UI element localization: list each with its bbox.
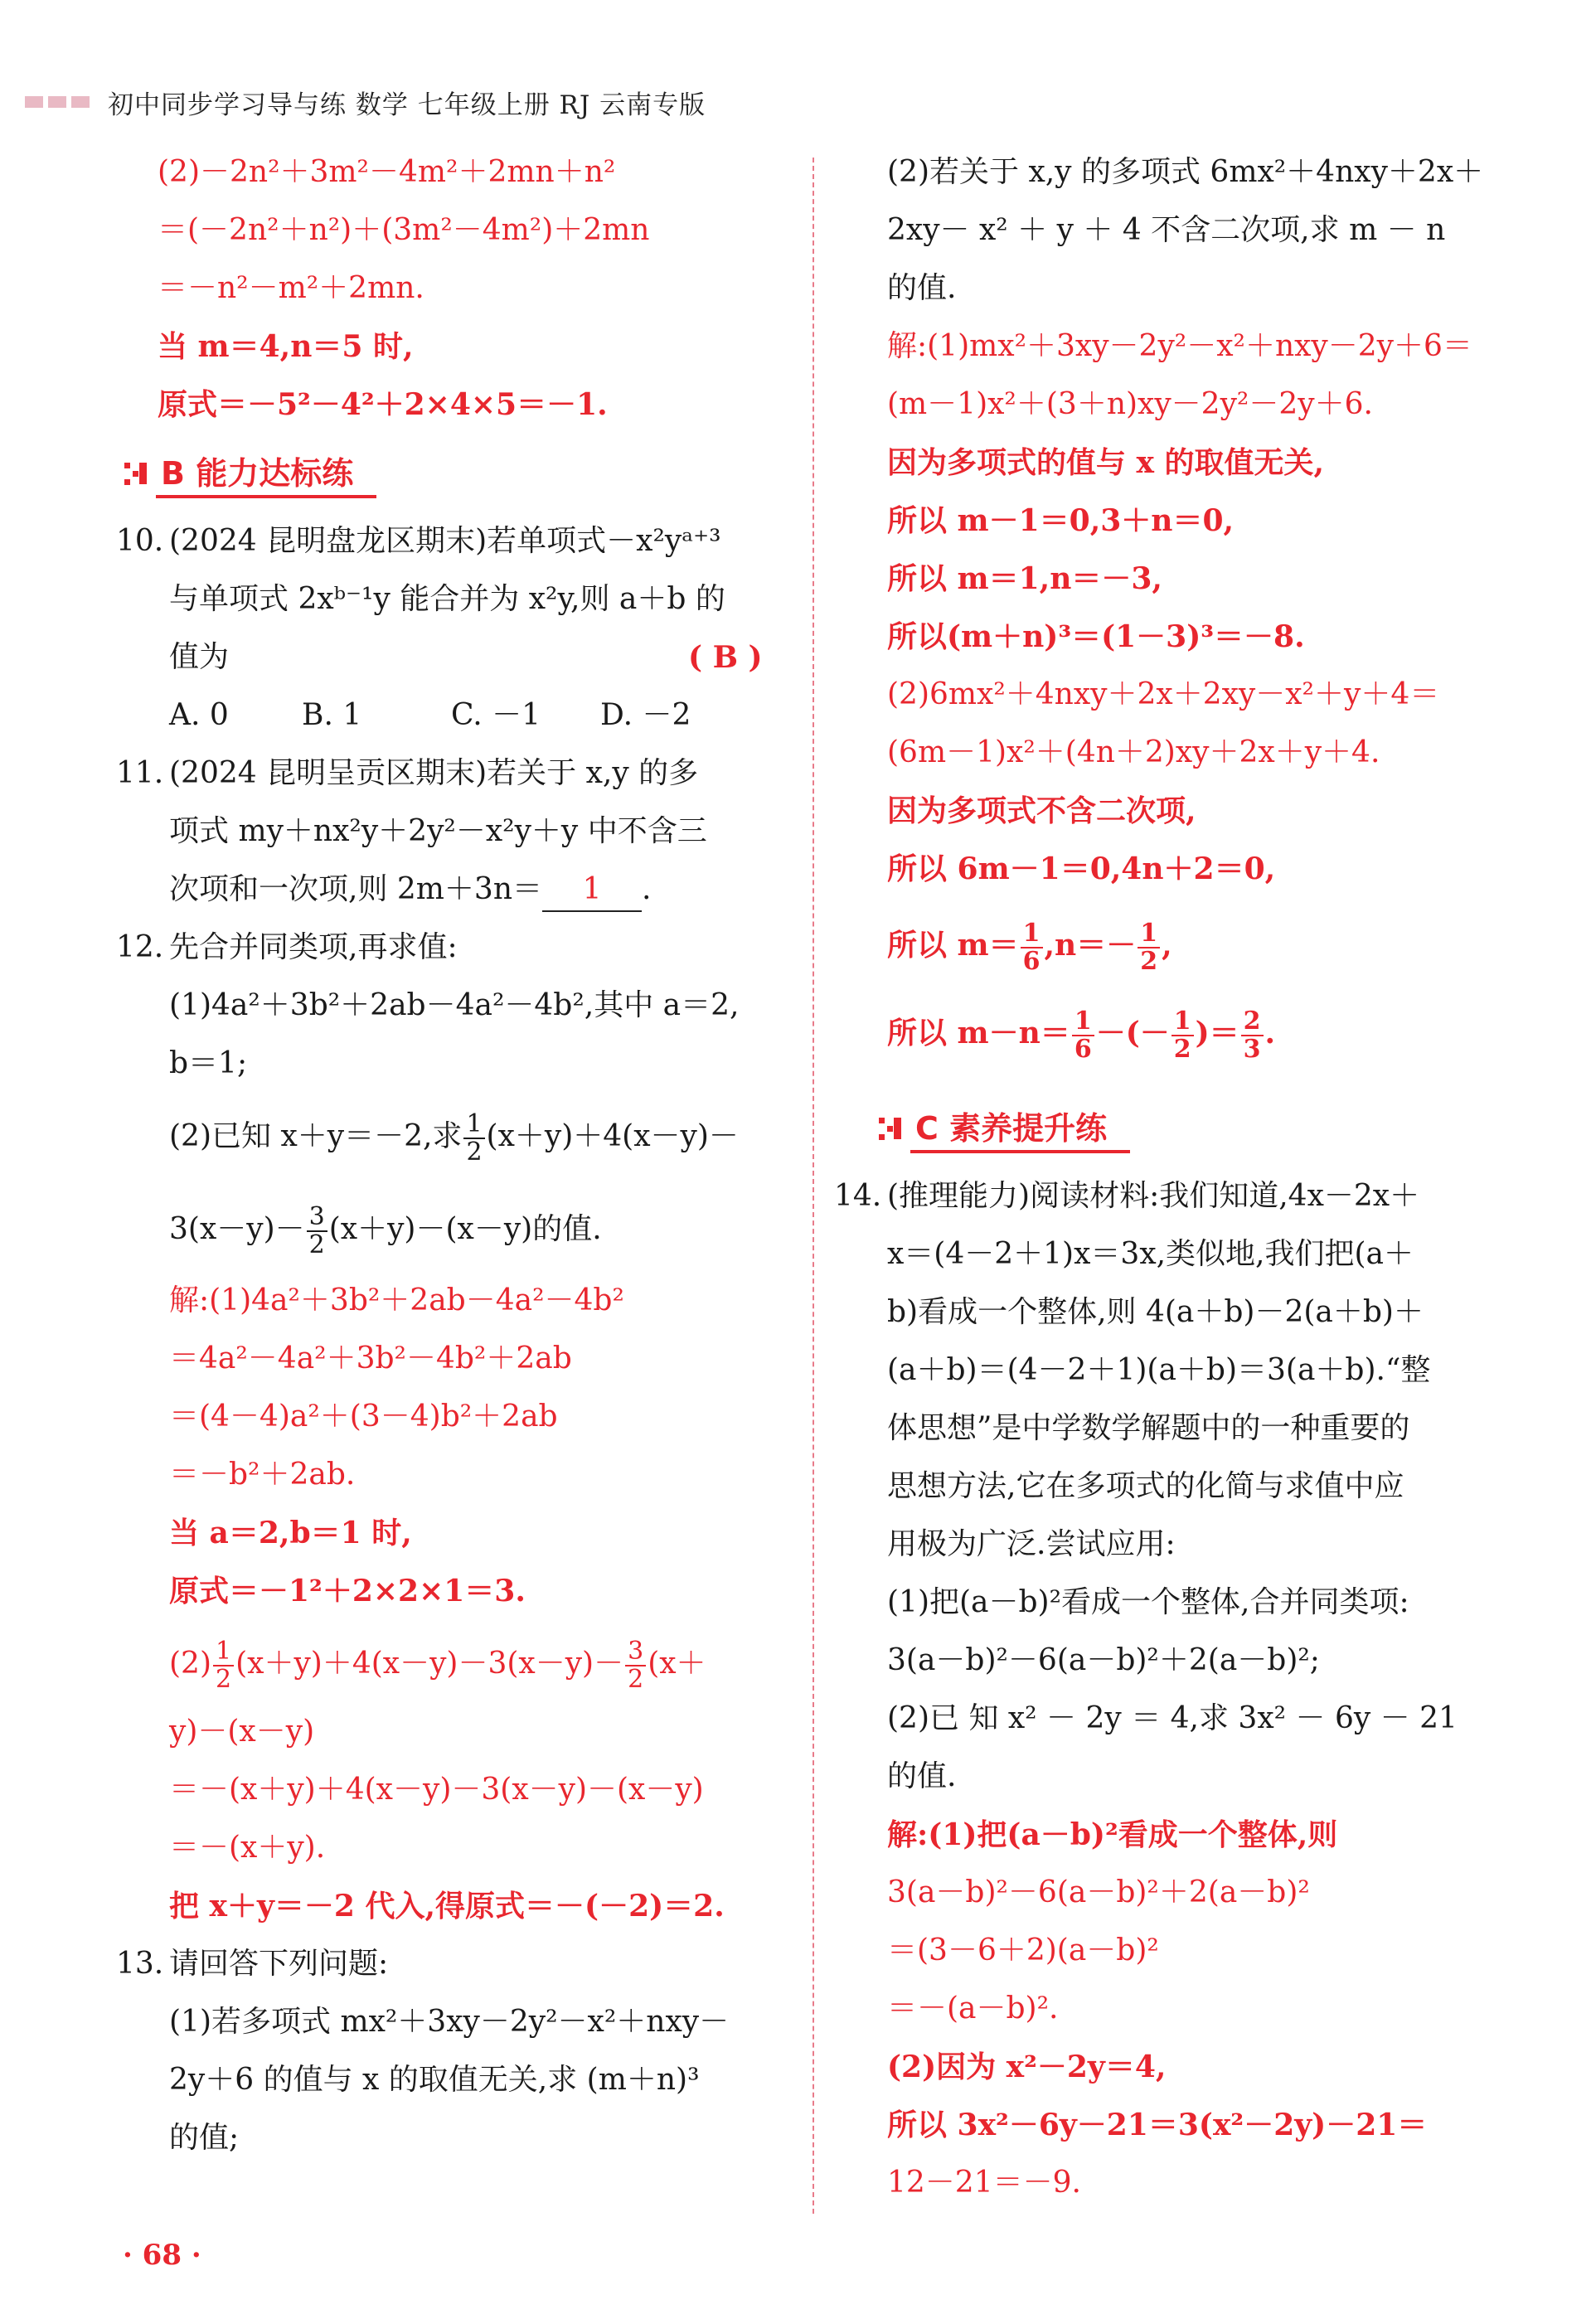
question-line [169, 1111, 739, 1166]
option: C. －1 [451, 698, 541, 732]
solution-text: (2) [169, 1647, 211, 1681]
solution-line: ＝(4－4)a²＋(3－4)b²＋2ab [169, 1400, 558, 1434]
question-text: (2)已知 x＋y＝－2,求 [169, 1119, 463, 1153]
page-number: · 68 · [123, 2239, 201, 2272]
header-decoration [25, 96, 90, 108]
fraction [1021, 920, 1043, 975]
question-line: 请回答下列问题: [169, 1947, 389, 1981]
question-line: b＝1; [169, 1046, 248, 1080]
solution-line: ＝(3－6＋2)(a－b)² [887, 1933, 1159, 1967]
section-label: B 能力达标练 [156, 448, 376, 498]
question-line: 2xy－ x² ＋ y ＋ 4 不含二次项,求 m － n [887, 213, 1446, 247]
question-line: (2024 昆明呈贡区期末)若关于 x,y 的多 [169, 756, 699, 790]
solution-text: (x＋ [648, 1647, 706, 1681]
question-line: 与单项式 2xᵇ⁻¹y 能合并为 x²y,则 a＋b 的 [169, 582, 725, 616]
solution-line: 12－21＝－9. [887, 2166, 1081, 2200]
question-line: (2024 昆明盘龙区期末)若单项式－x²yᵃ⁺³ [169, 524, 721, 558]
question-line: 思想方法,它在多项式的化简与求值中应 [887, 1469, 1404, 1503]
section-bullet-icon [124, 459, 148, 488]
numerator: 3 [625, 1638, 646, 1666]
question-number: 11. [116, 756, 164, 790]
solution-line [169, 1638, 706, 1693]
solution-line: ＝－n²－m²＋2mn. [158, 271, 424, 305]
solution-line: 所以 6m－1＝0,4n＋2＝0, [887, 851, 1276, 886]
solution-line: ＝－(x＋y)＋4(x－y)－3(x－y)－(x－y) [169, 1773, 704, 1807]
question-line: (1)若多项式 mx²＋3xy－2y²－x²＋nxy－ [169, 2005, 730, 2039]
denominator: 2 [628, 1665, 644, 1694]
solution-line: 所以 m＝1,n＝－3, [887, 561, 1162, 596]
numerator: 1 [1072, 1008, 1094, 1036]
solution-line: 所以 3x²－6y－21＝3(x²－2y)－21＝ [887, 2108, 1428, 2142]
fraction [1172, 1008, 1194, 1063]
solution-line: (m－1)x²＋(3＋n)xy－2y²－2y＋6. [887, 387, 1373, 421]
solution-text: 所以 m－n＝ [887, 1016, 1070, 1050]
section-heading-c [879, 1103, 1130, 1153]
denominator: 2 [216, 1665, 232, 1694]
question-line: 项式 my＋nx²y＋2y²－x²y＋y 中不含三 [169, 814, 707, 848]
fraction [1138, 920, 1160, 975]
solution-text: (x＋y)＋4(x－y)－3(x－y)－ [235, 1647, 624, 1681]
solution-line: 把 x＋y＝－2 代入,得原式＝－(－2)＝2. [169, 1889, 725, 1924]
solution-text: ,n＝－ [1044, 928, 1137, 963]
section-bullet-icon [879, 1114, 902, 1143]
question-line: 2y＋6 的值与 x 的取值无关,求 (m＋n)³ [169, 2063, 700, 2097]
denominator: 2 [308, 1230, 325, 1259]
question-line: (2)已 知 x² － 2y ＝ 4,求 3x² － 6y － 21 [887, 1701, 1458, 1735]
solution-line: 所以(m＋n)³＝(1－3)³＝－8. [887, 619, 1305, 654]
question-line: 3(a－b)²－6(a－b)²＋2(a－b)²; [887, 1643, 1320, 1677]
solution-line: 解:(1)4a²＋3b²＋2ab－4a²－4b² [169, 1283, 624, 1317]
question-line: 体思想”是中学数学解题中的一种重要的 [887, 1411, 1410, 1445]
question-line: (1)把(a－b)²看成一个整体,合并同类项: [887, 1585, 1409, 1619]
solution-line: 当 a＝2,b＝1 时, [169, 1516, 412, 1550]
option: A. 0 [169, 698, 229, 732]
denominator: 2 [1173, 1035, 1191, 1064]
fraction [625, 1638, 646, 1693]
question-line [169, 1204, 602, 1259]
solution-line: 解:(1)mx²＋3xy－2y²－x²＋nxy－2y＋6＝ [887, 329, 1472, 363]
solution-line: (2)6mx²＋4nxy＋2x＋2xy－x²＋y＋4＝ [887, 677, 1440, 711]
question-line: 的值. [887, 271, 957, 305]
option: B. 1 [302, 698, 362, 732]
solution-line: (6m－1)x²＋(4n＋2)xy＋2x＋y＋4. [887, 735, 1380, 769]
question-line: (a＋b)＝(4－2＋1)(a＋b)＝3(a＋b).“整 [887, 1353, 1431, 1387]
denominator: 3 [1243, 1035, 1261, 1064]
question-line: 的值; [169, 2121, 240, 2155]
solution-line: 所以 m－1＝0,3＋n＝0, [887, 503, 1235, 538]
solution-line: 原式＝－5²－4²＋2×4×5＝－1. [158, 387, 608, 422]
solution-line: (2)因为 x²－2y＝4, [887, 2050, 1167, 2084]
question-number: 14. [834, 1179, 882, 1213]
numerator: 1 [463, 1111, 484, 1139]
question-number: 10. [116, 524, 164, 558]
column-divider [813, 158, 814, 2214]
question-line: b)看成一个整体,则 4(a＋b)－2(a＋b)＋ [887, 1295, 1424, 1329]
question-text: 3(x－y)－ [169, 1212, 305, 1246]
fraction [1072, 1008, 1094, 1063]
solution-line: (2)－2n²＋3m²－4m²＋2mn＋n² [158, 155, 616, 189]
question-text: 次项和一次项,则 2m＋3n＝ [169, 872, 543, 906]
question-line: 用极为广泛.尝试应用: [887, 1527, 1176, 1561]
question-line [169, 869, 651, 912]
denominator: 6 [1074, 1035, 1092, 1064]
question-number: 13. [116, 1947, 164, 1981]
solution-text: －(－ [1095, 1016, 1170, 1050]
option: D. －2 [600, 698, 691, 732]
numerator: 3 [307, 1204, 327, 1232]
question-line: (推理能力)阅读材料:我们知道,4x－2x＋ [887, 1179, 1420, 1213]
fraction [213, 1638, 234, 1693]
section-label: C 素养提升练 [910, 1103, 1130, 1153]
solution-line: ＝－(a－b)². [887, 1992, 1059, 2025]
question-line: 的值. [887, 1759, 957, 1793]
numerator: 1 [1172, 1008, 1194, 1036]
page-header [25, 80, 706, 124]
denominator: 6 [1022, 947, 1041, 976]
question-text: (x＋y)＋4(x－y)－ [486, 1119, 739, 1153]
solution-line: ＝4a²－4a²＋3b²－4b²＋2ab [169, 1341, 572, 1375]
solution-line [887, 1008, 1275, 1063]
numerator: 2 [1241, 1008, 1264, 1036]
solution-line: y)－(x－y) [169, 1715, 315, 1749]
question-line: 值为 [169, 640, 230, 674]
question-text: (x＋y)－(x－y)的值. [328, 1212, 602, 1246]
question-line: (1)4a²＋3b²＋2ab－4a²－4b²,其中 a＝2, [169, 988, 740, 1022]
solution-text: 所以 m＝ [887, 928, 1019, 963]
question-text: . [642, 872, 652, 906]
fraction [1241, 1008, 1264, 1063]
question-line: 先合并同类项,再求值: [169, 930, 458, 964]
solution-line: 当 m＝4,n＝5 时, [158, 329, 414, 364]
numerator: 1 [1021, 920, 1043, 948]
solution-text: , [1162, 928, 1172, 963]
question-line: (2)若关于 x,y 的多项式 6mx²＋4nxy＋2x＋ [887, 155, 1484, 189]
solution-text: . [1264, 1016, 1276, 1050]
numerator: 1 [1138, 920, 1160, 948]
solution-line: 3(a－b)²－6(a－b)²＋2(a－b)² [887, 1875, 1310, 1909]
solution-line: ＝－(x＋y). [169, 1831, 326, 1865]
section-heading-b [124, 448, 376, 498]
denominator: 2 [1140, 947, 1158, 976]
answer-blank: 1 [542, 869, 642, 912]
solution-line: ＝－b²＋2ab. [169, 1458, 356, 1492]
fraction [307, 1204, 327, 1259]
solution-line [887, 920, 1172, 975]
book-title: 初中同步学习导与练 数学 七年级上册 RJ 云南专版 [108, 90, 706, 120]
fraction [463, 1111, 484, 1166]
solution-line: ＝(－2n²＋n²)＋(3m²－4m²)＋2mn [158, 213, 650, 247]
solution-line: 解:(1)把(a－b)²看成一个整体,则 [887, 1817, 1338, 1852]
answer-bracket: ( B ) [688, 640, 763, 675]
solution-text: )＝ [1195, 1016, 1239, 1050]
denominator: 2 [466, 1138, 483, 1167]
solution-line: 因为多项式不含二次项, [887, 793, 1196, 828]
solution-line: 因为多项式的值与 x 的取值无关, [887, 445, 1325, 480]
question-line: x＝(4－2＋1)x＝3x,类似地,我们把(a＋ [887, 1237, 1414, 1271]
numerator: 1 [213, 1638, 234, 1666]
question-number: 12. [116, 930, 164, 964]
solution-line: 原式＝－1²＋2×2×1＝3. [169, 1574, 526, 1608]
